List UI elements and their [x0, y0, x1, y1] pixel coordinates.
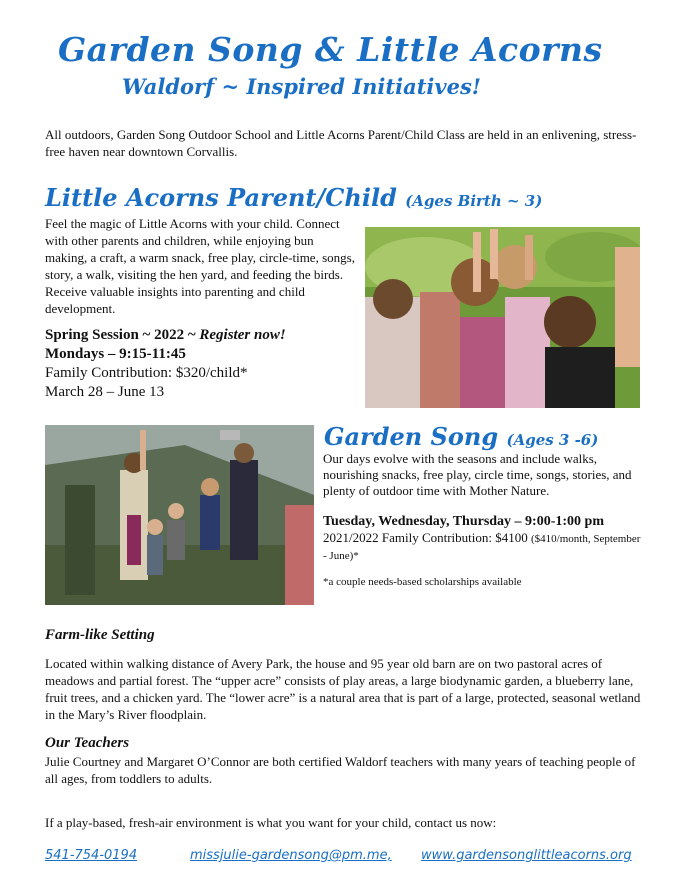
farm-paragraph: Located within walking distance of Avery Park, the house and 95 year old barn are on two pastoral acres of meadows and partial forest. The “upper acre” consists of play areas, a large biodynamic garden, a blueberry lane, fruit trees, and a chicken yard. The “lower acre” is a natural area that is part of a large, protected, seasonal wetland in the Mary’s River floodplain. [45, 656, 641, 722]
session-contribution: Family Contribution: $320/child* [45, 365, 248, 381]
scholarship-note: *a couple needs-based scholarships available [323, 576, 522, 588]
intro-paragraph: All outdoors, Garden Song Outdoor School and Little Acorns Parent/Child Class are held in an enlivening, stress-free haven near downtown Corvallis. [45, 127, 637, 159]
page-subtitle: Waldorf ~ Inspired Initiatives! [122, 74, 481, 99]
acorns-heading-text: Little Acorns Parent/Child [45, 183, 397, 212]
song-days: Tuesday, Wednesday, Thursday – 9:00-1:00 pm [323, 514, 604, 529]
song-description: Our days evolve with the seasons and include walks, nourishing snacks, free play, circle time, songs, stories, and plenty of outdoor time with Mother Nature. [323, 451, 632, 498]
session-prefix: Spring Session ~ 2022 ~ [45, 327, 200, 343]
acorns-ages: (Ages Birth ~ 3) [405, 192, 543, 210]
acorns-session [45, 326, 355, 402]
teachers-heading: Our Teachers [45, 735, 130, 751]
farm-heading: Farm-like Setting [45, 627, 155, 643]
song-schedule [323, 514, 643, 564]
children-circle-photo [365, 227, 640, 408]
greenhouse-children-photo [45, 425, 314, 605]
session-title [45, 326, 355, 345]
song-ages: (Ages 3 -6) [506, 431, 599, 449]
register-now: Register now! [199, 327, 286, 343]
phone-link[interactable]: 541-754-0194 [45, 848, 138, 863]
acorns-description: Feel the magic of Little Acorns with your child. Connect with other parents and children, while enjoying bun making, a craft, a warm snack, free play, circle-time, songs, story, a walk, visiting the hen yard, and feeding the birds. Receive valuable insights into parenting and child development. [45, 216, 355, 316]
session-days: Mondays – 9:15-11:45 [45, 346, 186, 362]
session-dates: March 28 – June 13 [45, 384, 165, 400]
website-link[interactable]: www.gardensonglittleacorns.org [421, 848, 632, 863]
contact-prompt: If a play-based, fresh-air environment is what you want for your child, contact us now: [45, 815, 497, 830]
teachers-paragraph: Julie Courtney and Margaret O’Connor are both certified Waldorf teachers with many years of teaching people of all ages, from toddlers to adults. [45, 754, 636, 786]
song-contribution-note: ($410/month, September - June)* [323, 533, 641, 562]
song-contribution-amount: 2021/2022 Family Contribution: $4100 [323, 530, 528, 545]
page-title: Garden Song & Little Acorns [58, 30, 603, 69]
song-heading-text: Garden Song [324, 422, 499, 451]
acorns-heading [45, 183, 542, 212]
song-heading [324, 422, 598, 451]
email-link[interactable]: missjulie-gardensong@pm.me, [190, 848, 392, 863]
song-contribution [323, 530, 643, 564]
